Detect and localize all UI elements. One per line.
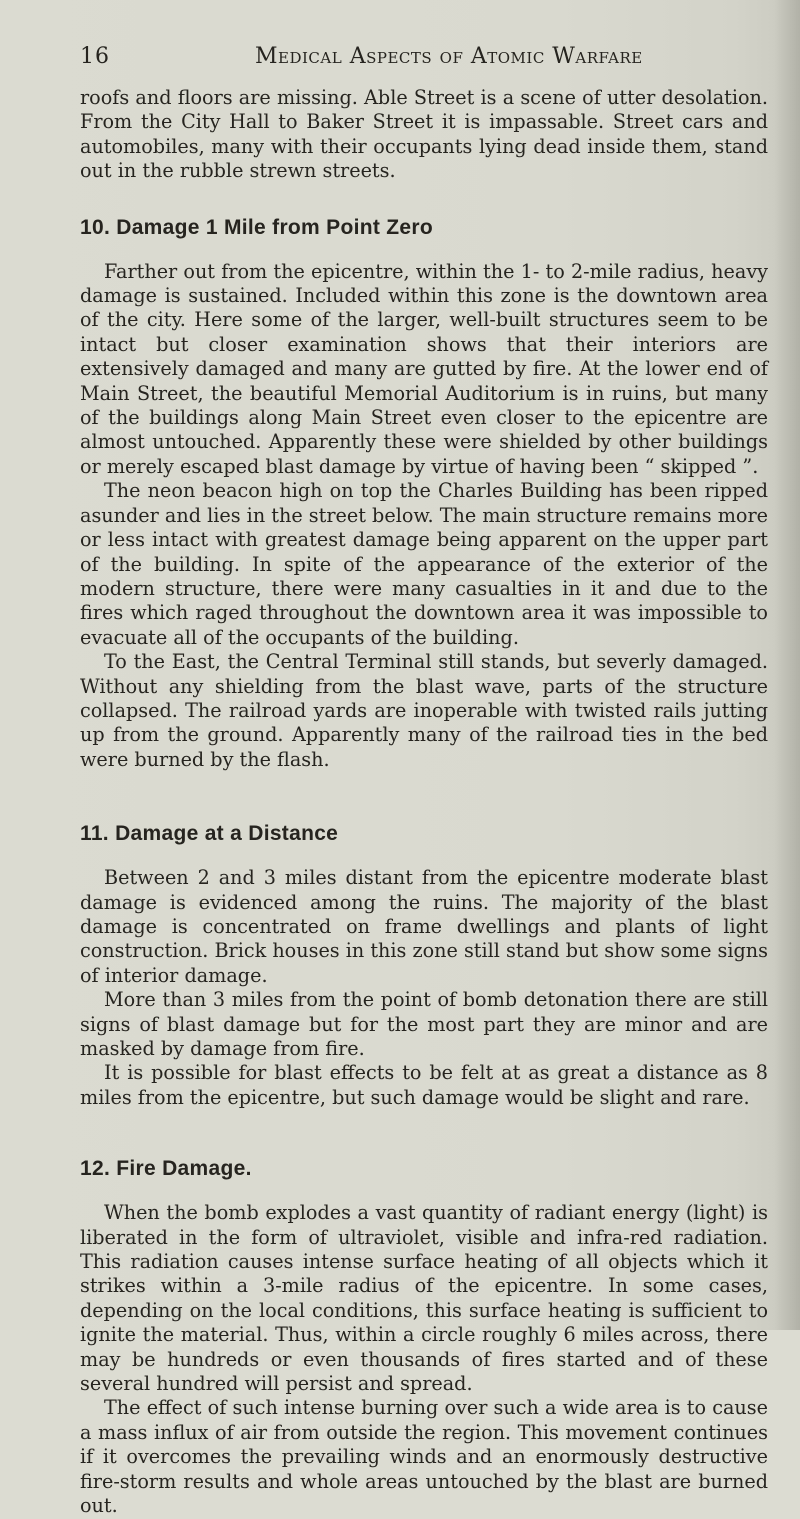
page-header [80, 44, 760, 74]
section-heading: 11. Damage at a Distance [80, 822, 339, 846]
section-heading: 12. Fire Damage. [80, 1157, 252, 1181]
paragraph: Between 2 and 3 miles distant from the epicentre moderate blast damage is evidenced among the ruins. The majority of the blast damage is concentrated on frame dwellings and plants of light construction. Brick houses in this zone still stand but show some signs of interior damage. [80, 866, 769, 987]
paragraph: The effect of such intense burning over such a wide area is to cause a mass influx of air from outside the region. This movement continues if it overcomes the prevailing winds and an enormously destructive fire-storm results and whole areas untouched by the blast are burned out. [80, 1396, 768, 1518]
page-edge-shadow [774, 0, 800, 1330]
running-title: Medical Aspects of Atomic Warfare [255, 44, 643, 69]
paragraph: Farther out from the epicentre, within the 1- to 2-mile radius, heavy damage is sustained. Included within this zone is the downtown area of the city. Here some of the larger, well-built structures seem to be intact but closer examination shows that their interiors are extensively damaged and many are gutted by fire. At the lower end of Main Street, the beautiful Memorial Auditorium is in ruins, but many of the buildings along Main Street even closer to the epicentre are almost untouched. Apparently these were shielded by other buildings or merely escaped blast damage by virtue of having been “ skipped ”. [80, 259, 768, 478]
paragraph: More than 3 miles from the point of bomb detonation there are still signs of blast damage but for the most part they are minor and are masked by damage from fire. [80, 988, 768, 1060]
paragraph: The neon beacon high on top the Charles Building has been ripped asunder and lies in the street below. The main structure remains more or less intact with greatest damage being apparent on the upper part of the building. In spite of the appearance of the exterior of the modern structure, there were many casualties in it and due to the fires which raged throughout the downtown area it was impossible to evacuate all of the occupants of the building. [80, 479, 768, 649]
body-text [80, 86, 768, 1519]
paragraph: roofs and floors are missing. Able Street is a scene of utter desolation. From the City Hall to Baker Street it is impassable. Street cars and automobiles, many with their occupants lying dead inside them, stand out in the rubble strewn streets. [80, 86, 768, 183]
paragraph: To the East, the Central Terminal still stands, but severly damaged. Without any shielding from the blast wave, parts of the structure collapsed. The railroad yards are inoperable with twisted rails jutting up from the ground. Apparently many of the railroad ties in the bed were burned by the flash. [80, 650, 768, 771]
section-heading: 10. Damage 1 Mile from Point Zero [80, 215, 433, 239]
paragraph: When the bomb explodes a vast quantity of radiant energy (light) is liberated in the form of ultraviolet, visible and infra-red radiation. This radiation causes intense surface heating of all objects which it strikes within a 3-mile radius of the epicentre. In some cases, depending on the local conditions, this surface heating is sufficient to ignite the material. Thus, within a circle roughly 6 miles across, there may be hundreds or even thousands of fires started and of these several hundred will persist and spread. [80, 1201, 768, 1396]
page-number: 16 [80, 44, 110, 69]
paragraph: It is possible for blast effects to be felt at as great a distance as 8 miles from the epicentre, but such damage would be slight and rare. [80, 1061, 768, 1109]
